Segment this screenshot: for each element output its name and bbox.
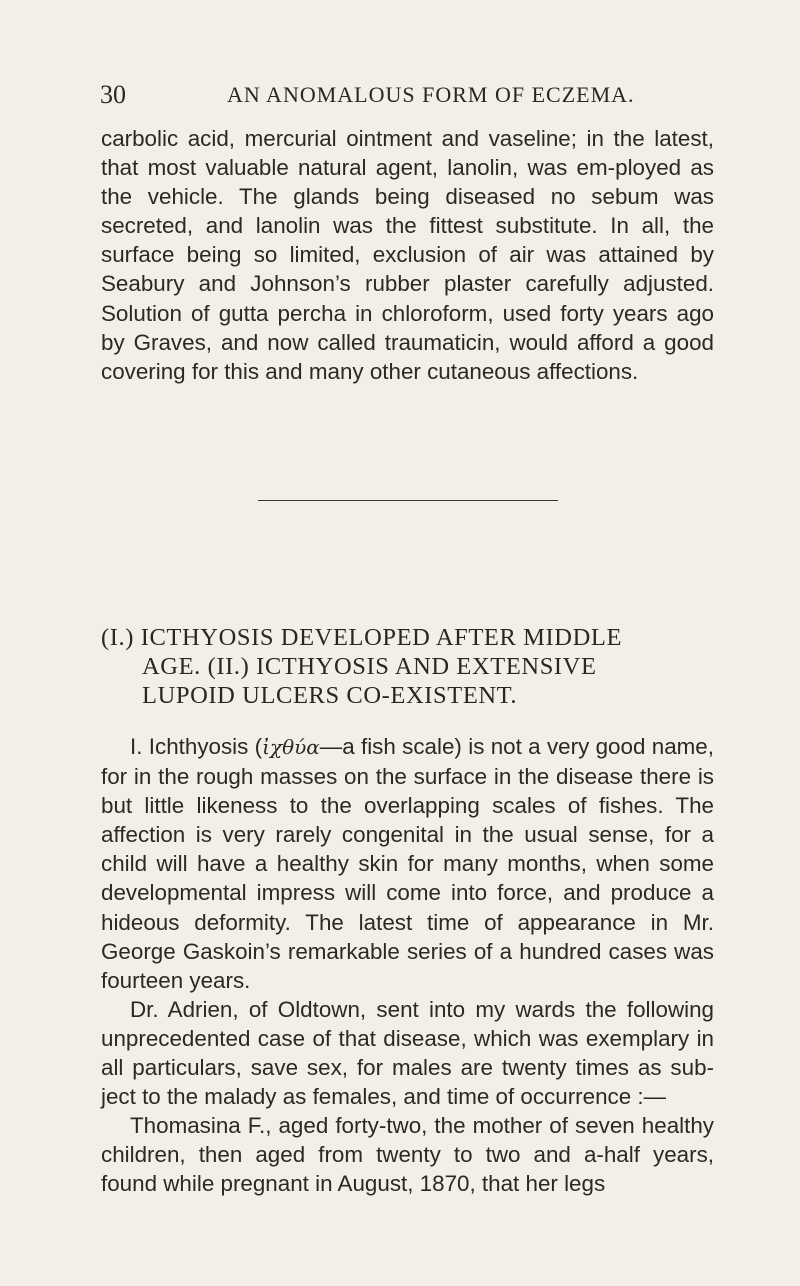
section-paragraph-2: Dr. Adrien, of Oldtown, sent into my wards the following unprecedented case of that disease, which was exemplary in all particulars, save sex, for males are twenty times as sub-ject to the malady as females, and time of occurrence :— xyxy=(101,996,714,1110)
section-divider-rule xyxy=(258,500,558,501)
running-head xyxy=(100,80,740,114)
paragraph-1-lead: I. Ichthyosis ( xyxy=(130,734,263,759)
section-paragraph-1 xyxy=(101,732,714,995)
greek-term: ἰχθύα xyxy=(262,735,320,759)
page-number: 30 xyxy=(100,80,126,109)
section-paragraph-3: Thomasina F., aged forty-two, the mother of seven healthy children, then aged from twenty to two and a-half years, found while pregnant in August, 1870, that her legs xyxy=(101,1113,714,1197)
section-heading-line-1: (I.) ICTHYOSIS DEVELOPED AFTER MIDDLE xyxy=(101,624,623,651)
section-heading-line-2: AGE. (II.) ICTHYOSIS AND EXTENSIVE xyxy=(142,653,597,680)
intro-paragraph: carbolic acid, mercurial ointment and vaseline; in the latest, that most valuable natural agent, lanolin, was em-ployed as the vehicle. The glands being diseased no sebum was secreted, and lanolin was the fittest substitute. In all, the surface being so limited, exclusion of air was attained by Seabury and Johnson’s rubber plaster carefully adjusted. Solution of gutta percha in chloroform, used forty years ago by Graves, and now called traumaticin, would afford a good covering for this and many other cutaneous affections. xyxy=(101,126,714,384)
paragraph-1-rest: —a fish scale) is not a very good name, for in the rough masses on the surface in the disease there is but little likeness to the overlapping scales of fishes. The affection is very rarely congenital in the usual sense, for a child will have a healthy skin for many months, when some developmental impress will come into force, and produce a hideous deformity. The latest time of appearance in Mr. George Gaskoin’s remarkable series of a hundred cases was fourteen years. xyxy=(101,734,714,993)
section-body xyxy=(101,732,714,1199)
section-heading xyxy=(101,623,741,710)
section-heading-line-3: LUPOID ULCERS CO-EXISTENT. xyxy=(142,682,518,709)
intro-paragraph-block xyxy=(101,124,714,386)
running-head-title: AN ANOMALOUS FORM OF ECZEMA. xyxy=(227,82,635,107)
